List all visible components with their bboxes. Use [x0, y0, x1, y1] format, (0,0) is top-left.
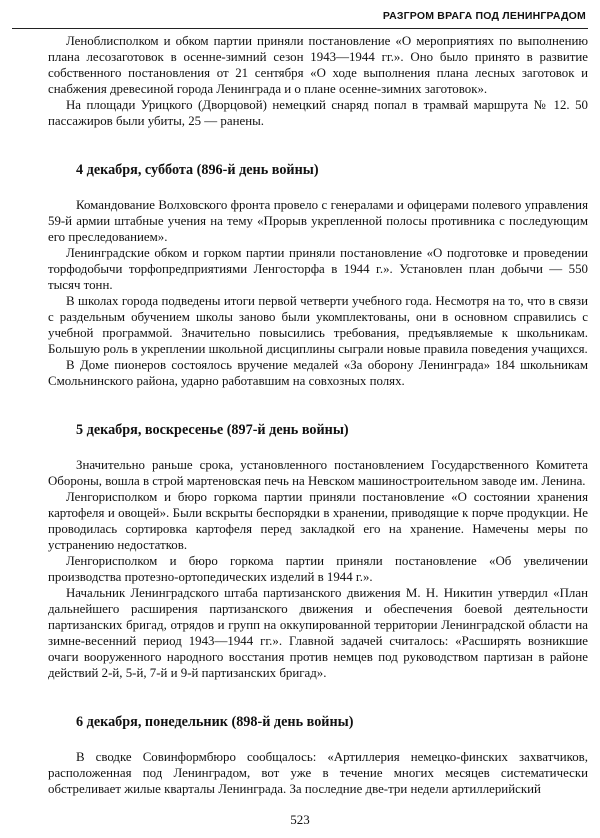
- running-header: РАЗГРОМ ВРАГА ПОД ЛЕНИНГРАДОМ: [382, 10, 586, 22]
- section-paragraph: Ленгорисполком и бюро горкома партии приняли постановление «О состоянии хранения картофеля и овощей». Были вскрыты беспорядки в хранении, приводящие к порче продукции. Не проводилась сортировка картофеля перед закладкой его на хранение. Намечены меры по устранению недостатков.: [48, 490, 588, 552]
- day-heading: 4 декабря, суббота (896-й день войны): [76, 162, 319, 178]
- section-paragraph: В школах города подведены итоги первой четверти учебного года. Несмотря на то, что в связи с раздельным обучением школы заново были укомплектованы, они в основном справились с учебной программой. Значительно повысились требования, предъявляемые к школьникам. Большую роль в укреплении школьной дисциплины сыграли новые правила поведения учащихся.: [48, 294, 588, 356]
- day-heading: 5 декабря, воскресенье (897-й день войны): [76, 422, 349, 438]
- section-paragraph: Командование Волховского фронта провело с генералами и офицерами полевого управления 59-й армии штабные учения на тему «Прорыв укрепленной полосы противника с последующим его преследованием».: [48, 198, 588, 244]
- section-paragraph: Ленинградские обком и горком партии приняли постановление «О подготовке и проведении торфодобычи торфопредприятиями Ленгосторфа в 1944 г.». Установлен план добычи — 550 тысяч тонн.: [48, 246, 588, 292]
- section-paragraph: Начальник Ленинградского штаба партизанского движения М. Н. Никитин утвердил «План дальнейшего расширения партизанского движения и обеспечения боевой деятельности партизанских бригад, отрядов и групп на оккупированной территории Ленинградской области на зимне-весенний период 1943—1944 гг.». Главной задачей считалось: «Расширять возникшие очаги вооруженного народного восстания против немцев под руководством партизан в районе действий 2-й, 5-й, 7-й и 9-й партизанских бригад».: [48, 586, 588, 680]
- day-heading: 6 декабря, понедельник (898-й день войны): [76, 714, 354, 730]
- page-number: 523: [290, 812, 310, 827]
- section-paragraph: Значительно раньше срока, установленного постановлением Государственного Комитета Обороны, вошла в строй мартеновская печь на Невском машиностроительном заводе им. Ленина.: [48, 458, 588, 488]
- section-paragraph: Ленгорисполком и бюро горкома партии приняли постановление «Об увеличении производства протезно-ортопедических изделий в 1944 г.».: [48, 554, 588, 584]
- intro-paragraph: Леноблисполком и обком партии приняли постановление «О мероприятиях по выполнению плана лесозаготовок в осенне-зимний сезон 1943—1944 гг.». Оно было принято в развитие собственного постановления от 21 сентября «О ходе выполнения плана лесных заготовок и снабжения древесиной города Ленинграда и о плане осенне-зимних заготовок».: [48, 34, 588, 96]
- page-body: [48, 33, 588, 797]
- header-divider: [12, 28, 588, 29]
- intro-paragraph: На площади Урицкого (Дворцовой) немецкий снаряд попал в трамвай маршрута № 12. 50 пассажиров были убиты, 25 — ранены.: [48, 98, 588, 128]
- section-paragraph: В Доме пионеров состоялось вручение медалей «За оборону Ленинграда» 184 школьникам Смольнинского района, ударно работавшим на совхозных полях.: [48, 358, 588, 388]
- section-paragraph: В сводке Совинформбюро сообщалось: «Артиллерия немецко-финских захватчиков, расположенная под Ленинградом, вот уже в течение многих месяцев систематически обстреливает жилые кварталы Ленинграда. За последние две-три недели артиллерийский: [48, 750, 588, 796]
